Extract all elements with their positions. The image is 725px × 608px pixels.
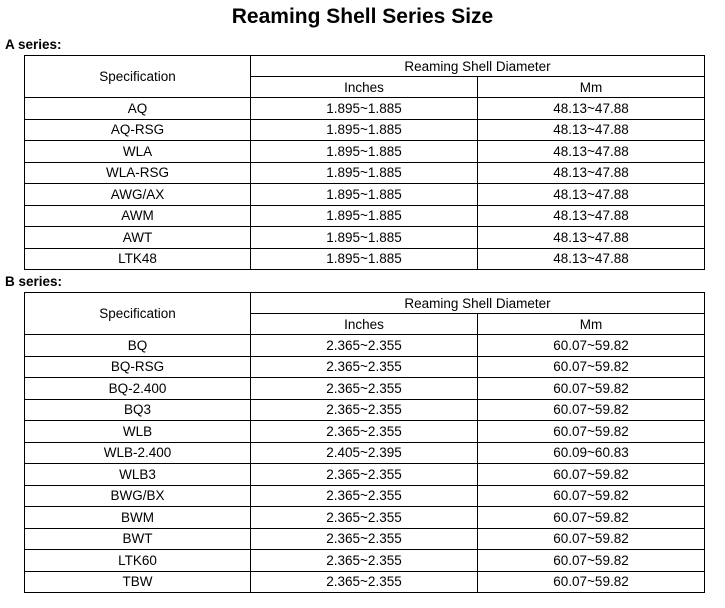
spec-cell: AWG/AX (25, 184, 251, 206)
table-row (25, 205, 705, 227)
mm-cell: 48.13~47.88 (478, 119, 705, 141)
spec-cell: TBW (25, 571, 251, 593)
table-row (25, 227, 705, 249)
spec-cell: BQ-RSG (25, 356, 251, 378)
spec-cell: AWM (25, 205, 251, 227)
table-row (25, 442, 705, 464)
spec-cell: BQ (25, 335, 251, 357)
a-series-body (25, 98, 705, 270)
inches-cell: 1.895~1.885 (251, 119, 478, 141)
inches-cell: 2.365~2.355 (251, 528, 478, 550)
inches-cell: 1.895~1.885 (251, 205, 478, 227)
spec-cell: LTK60 (25, 550, 251, 572)
table-row (25, 335, 705, 357)
spec-cell: AQ-RSG (25, 119, 251, 141)
table-row (25, 399, 705, 421)
a-series-label: A series: (5, 37, 62, 52)
table-row (25, 98, 705, 120)
inches-cell: 1.895~1.885 (251, 98, 478, 120)
b-series-table (24, 292, 705, 593)
page-title: Reaming Shell Series Size (231, 5, 494, 28)
diameter-header: Reaming Shell Diameter (251, 56, 705, 77)
specification-header: Specification (25, 293, 251, 335)
spec-cell: BWM (25, 507, 251, 529)
spec-cell: WLA-RSG (25, 162, 251, 184)
table-row (25, 141, 705, 163)
specification-header: Specification (25, 56, 251, 98)
table-row (25, 119, 705, 141)
table-row (25, 248, 705, 270)
spec-cell: AWT (25, 227, 251, 249)
spec-cell: BWG/BX (25, 485, 251, 507)
mm-cell: 60.07~59.82 (478, 399, 705, 421)
spec-cell: LTK48 (25, 248, 251, 270)
mm-header: Mm (478, 314, 705, 335)
mm-cell: 60.07~59.82 (478, 485, 705, 507)
inches-cell: 2.365~2.355 (251, 335, 478, 357)
inches-cell: 1.895~1.885 (251, 184, 478, 206)
mm-cell: 60.07~59.82 (478, 507, 705, 529)
mm-cell: 48.13~47.88 (478, 205, 705, 227)
table-row (25, 378, 705, 400)
table-row (25, 184, 705, 206)
diameter-header: Reaming Shell Diameter (251, 293, 705, 314)
b-series-body (25, 335, 705, 593)
inches-cell: 2.365~2.355 (251, 485, 478, 507)
table-row (25, 162, 705, 184)
spec-cell: BQ-2.400 (25, 378, 251, 400)
inches-cell: 2.365~2.355 (251, 378, 478, 400)
inches-header: Inches (251, 314, 478, 335)
mm-cell: 60.09~60.83 (478, 442, 705, 464)
inches-cell: 2.365~2.355 (251, 507, 478, 529)
table-header-row (25, 56, 705, 77)
inches-cell: 1.895~1.885 (251, 141, 478, 163)
table-row (25, 356, 705, 378)
table-row (25, 507, 705, 529)
spec-cell: WLB-2.400 (25, 442, 251, 464)
mm-cell: 48.13~47.88 (478, 162, 705, 184)
mm-cell: 48.13~47.88 (478, 184, 705, 206)
mm-header: Mm (478, 77, 705, 98)
b-series-label: B series: (5, 274, 63, 289)
table-row (25, 464, 705, 486)
table-row (25, 528, 705, 550)
inches-cell: 1.895~1.885 (251, 248, 478, 270)
spec-cell: BWT (25, 528, 251, 550)
mm-cell: 60.07~59.82 (478, 378, 705, 400)
mm-cell: 60.07~59.82 (478, 464, 705, 486)
table-row (25, 550, 705, 572)
spec-cell: WLA (25, 141, 251, 163)
a-series-table (24, 55, 705, 270)
mm-cell: 60.07~59.82 (478, 335, 705, 357)
mm-cell: 48.13~47.88 (478, 227, 705, 249)
inches-cell: 2.365~2.355 (251, 550, 478, 572)
table-header-row (25, 293, 705, 314)
inches-cell: 2.405~2.395 (251, 442, 478, 464)
mm-cell: 48.13~47.88 (478, 141, 705, 163)
inches-cell: 2.365~2.355 (251, 399, 478, 421)
inches-cell: 1.895~1.885 (251, 162, 478, 184)
mm-cell: 60.07~59.82 (478, 421, 705, 443)
mm-cell: 60.07~59.82 (478, 528, 705, 550)
spec-cell: BQ3 (25, 399, 251, 421)
mm-cell: 60.07~59.82 (478, 550, 705, 572)
table-row (25, 421, 705, 443)
table-row (25, 485, 705, 507)
inches-cell: 1.895~1.885 (251, 227, 478, 249)
mm-cell: 48.13~47.88 (478, 248, 705, 270)
spec-cell: AQ (25, 98, 251, 120)
table-row (25, 571, 705, 593)
mm-cell: 60.07~59.82 (478, 571, 705, 593)
spec-cell: WLB (25, 421, 251, 443)
inches-cell: 2.365~2.355 (251, 421, 478, 443)
mm-cell: 48.13~47.88 (478, 98, 705, 120)
inches-cell: 2.365~2.355 (251, 464, 478, 486)
spec-cell: WLB3 (25, 464, 251, 486)
inches-cell: 2.365~2.355 (251, 356, 478, 378)
inches-cell: 2.365~2.355 (251, 571, 478, 593)
inches-header: Inches (251, 77, 478, 98)
mm-cell: 60.07~59.82 (478, 356, 705, 378)
